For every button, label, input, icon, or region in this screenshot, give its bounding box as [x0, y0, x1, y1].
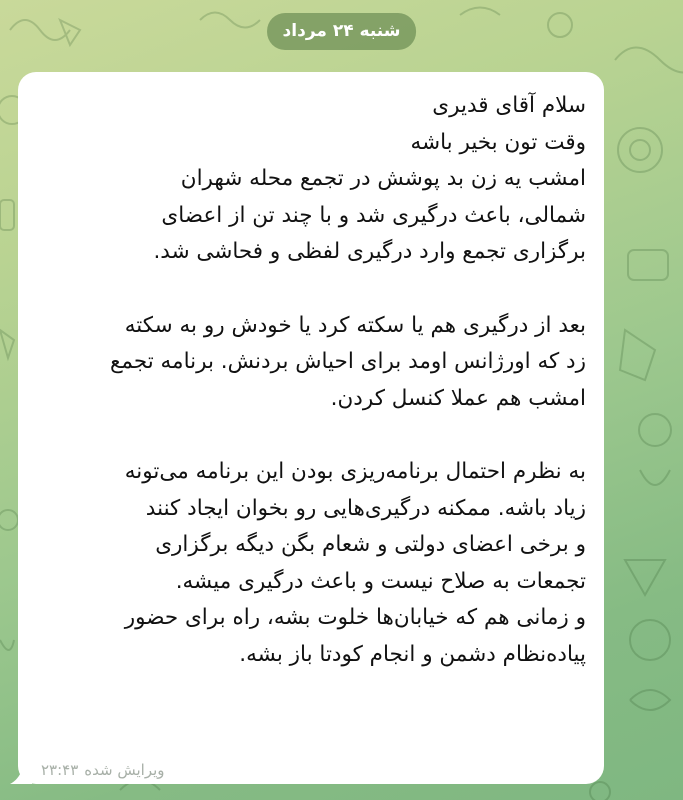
paragraph-gap [26, 417, 586, 454]
message-line: پیاده‌نظام دشمن و انجام کودتا باز بشه. [239, 641, 586, 667]
message-line: تجمعات به صلاح نیست و باعث درگیری میشه. [175, 568, 586, 594]
message-bubble[interactable] [18, 72, 604, 784]
message-line: بعد از درگیری هم یا سکته کرد یا خودش رو به سکته [124, 312, 586, 338]
message-line: وقت تون بخیر باشه [410, 129, 586, 155]
edited-label: ویرایش شده [84, 761, 165, 779]
message-meta [35, 761, 165, 779]
message-line: و زمانی هم که خیابان‌ها خلوت بشه، راه برای حضور [124, 605, 586, 631]
message-line: شمالی، باعث درگیری شد و با چند تن از اعضای [161, 202, 586, 228]
message-line: به نظرم احتمال برنامه‌ریزی بودن این برنامه می‌تونه [124, 458, 586, 484]
date-divider-badge: شنبه ۲۴ مرداد [267, 13, 417, 50]
message-line: برگزاری تجمع وارد درگیری لفظی و فحاشی شد. [153, 239, 586, 265]
message-line: زد که اورژانس اومد برای احیاش بردنش. برنامه تجمع [109, 349, 586, 375]
message-line: سلام آقای قدیری [432, 93, 586, 118]
paragraph-gap [26, 271, 586, 308]
message-line: امشب هم عملا کنسل کردن. [330, 385, 586, 411]
message-text [26, 88, 586, 674]
message-line: امشب یه زن بد پوشش در تجمع محله شهران [180, 166, 586, 192]
message-time: ۲۳:۴۳ [41, 761, 79, 779]
message-line: زیاد باشه. ممکنه درگیری‌هایی رو بخوان ایجاد کنند [145, 495, 586, 521]
message-line: و برخی اعضای دولتی و شعام بگن دیگه برگزاری [155, 532, 586, 558]
